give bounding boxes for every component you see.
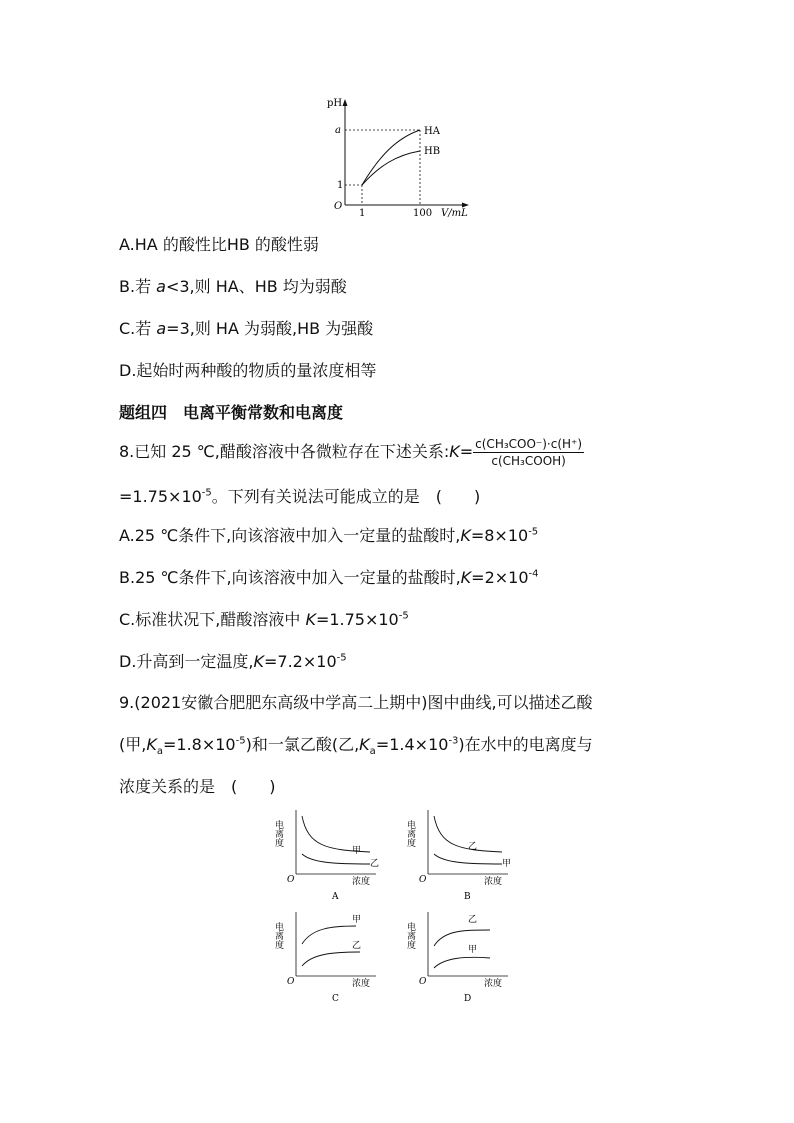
panel-b-bottom-label: 甲 [502,859,512,869]
q8-a-exp: -5 [528,526,539,538]
q9-l2-b-exp: -5 [235,735,246,747]
q9-line1: 9.(2021安徽合肥肥东高级中学高二上期中)图中曲线,可以描述乙酸 [119,693,593,712]
panel-d-ylabel: 电离度 [405,922,415,949]
q8-value: =1.75×10 [119,487,202,506]
q9-line3: 浓度关系的是 ( ) [119,777,276,796]
q8-option-c [119,607,409,630]
q8-stem-line1 [119,436,584,469]
panel-d-letter: D [464,994,472,1004]
panel-a-xlabel: 浓度 [352,877,371,887]
q8-numerator: c(CH₃COO⁻)·c(H⁺) [475,437,583,451]
q8-b-exp: -4 [528,568,539,580]
q8-d-val: =7.2×10 [264,652,337,671]
panel-a-letter: A [332,892,339,902]
q9-l2-d-exp: -3 [448,735,459,747]
hb-curve [362,151,420,185]
q7-option-c [119,316,373,339]
panel-c-letter: C [332,994,339,1004]
q8-d-exp: -5 [336,652,347,664]
ph-vs-volume-chart [325,93,475,218]
q8-b-val: =2×10 [471,568,529,587]
q8-d-pre: D.升高到一定温度, [119,652,254,671]
q8-stem-pre: 8.已知 25 ℃,醋酸溶液中各微粒存在下述关系: [119,442,450,461]
q8-stem-line2 [119,484,480,507]
panel-a-ylabel: 电离度 [273,820,283,847]
q8-b-k: K [460,568,472,587]
q9-ka2-sub: a [369,746,376,758]
panel-d-bottom-curve [434,957,490,968]
x-tick-1: 1 [359,208,366,219]
q8-a-pre: A.25 ℃条件下,向该溶液中加入一定量的盐酸时, [119,526,461,545]
q8-b-pre: B.25 ℃条件下,向该溶液中加入一定量的盐酸时, [119,568,461,587]
q8-c-exp: -5 [398,610,409,622]
panel-c-ylabel: 电离度 [273,922,283,949]
ha-label: HA [424,126,440,137]
q9-l2-e: )在水中的电离度与 [458,735,593,754]
q7-c-pre: C.若 [119,319,157,338]
x-axis-arrow [462,203,469,208]
panel-c-bottom-curve [302,952,360,966]
panel-b-xlabel: 浓度 [484,877,503,887]
q8-option-a [119,523,538,546]
q8-a-val: =8×10 [470,526,529,545]
panel-c-origin: O [287,977,295,987]
x-tick-100: 100 [413,208,433,219]
y-tick-a: a [335,125,341,136]
q7-b-post: <3,则 HA、HB 均为弱酸 [165,277,347,296]
panel-b [405,810,511,902]
panel-a [273,810,379,902]
q9-line2 [119,732,593,757]
q7-b-var: a [156,277,166,296]
q9-l2-a: (甲, [119,735,147,754]
q8-option-d [119,649,347,672]
panel-d-top-label: 乙 [468,915,478,925]
q7-option-a: A.HA 的酸性比HB 的酸性弱 [119,235,319,254]
q7-option-d: D.起始时两种酸的物质的量浓度相等 [119,361,377,380]
mini-charts [273,806,526,1006]
q8-question: 。下列有关说法可能成立的是 ( ) [211,487,481,506]
origin-label: O [334,201,343,212]
panel-d [405,912,508,1004]
section-heading: 题组四 电离平衡常数和电离度 [119,403,344,422]
y-tick-1: 1 [337,180,344,191]
panel-a-top-label: 甲 [352,846,362,856]
y-axis-arrow [343,99,348,106]
q7-b-pre: B.若 [119,277,157,296]
panel-d-origin: O [419,977,427,987]
q9-l2-b: =1.8×10 [162,735,236,754]
panel-a-origin: O [287,875,295,885]
q7-c-var: a [156,319,167,338]
panel-d-bottom-label: 甲 [468,945,478,955]
panel-c-xlabel: 浓度 [352,979,371,989]
panel-b-letter: B [464,892,471,902]
x-axis-label: V/mL [441,208,468,219]
panel-a-bottom-label: 乙 [370,859,380,869]
panel-c-bottom-label: 乙 [352,941,362,951]
panel-b-top-label: 乙 [468,842,478,852]
hb-label: HB [424,146,441,157]
q8-d-k: K [253,652,264,671]
panel-b-ylabel: 电离度 [405,820,415,847]
q9-ka1: K [146,735,157,754]
q8-c-pre: C.标准状况下,醋酸溶液中 [119,610,306,629]
q8-k: K [449,442,460,461]
q7-c-post: =3,则 HA 为弱酸,HB 为强酸 [166,319,374,338]
panel-c-top-curve [302,926,356,944]
q8-a-k: K [460,526,471,545]
y-axis-label: pH [327,98,343,109]
panel-d-xlabel: 浓度 [484,979,503,989]
q7-option-b [119,274,347,297]
q8-value-exp: -5 [201,487,212,499]
panel-c-top-label: 甲 [352,915,362,925]
panel-c [273,912,376,1004]
q8-c-val: =1.75×10 [315,610,399,629]
q8-option-b [119,565,539,588]
q9-ka2: K [359,735,370,754]
q9-ka1-sub: a [156,746,163,758]
q9-l2-c: )和一氯乙酸(乙, [245,735,360,754]
panel-b-origin: O [419,875,427,885]
q8-c-k: K [305,610,316,629]
panel-b-bottom-curve [434,854,502,864]
panel-d-top-curve [434,930,490,946]
q9-l2-d: =1.4×10 [375,735,449,754]
q8-eq: = [459,442,474,461]
q8-denominator: c(CH₃COOH) [491,454,566,468]
q8-fraction [473,436,584,469]
